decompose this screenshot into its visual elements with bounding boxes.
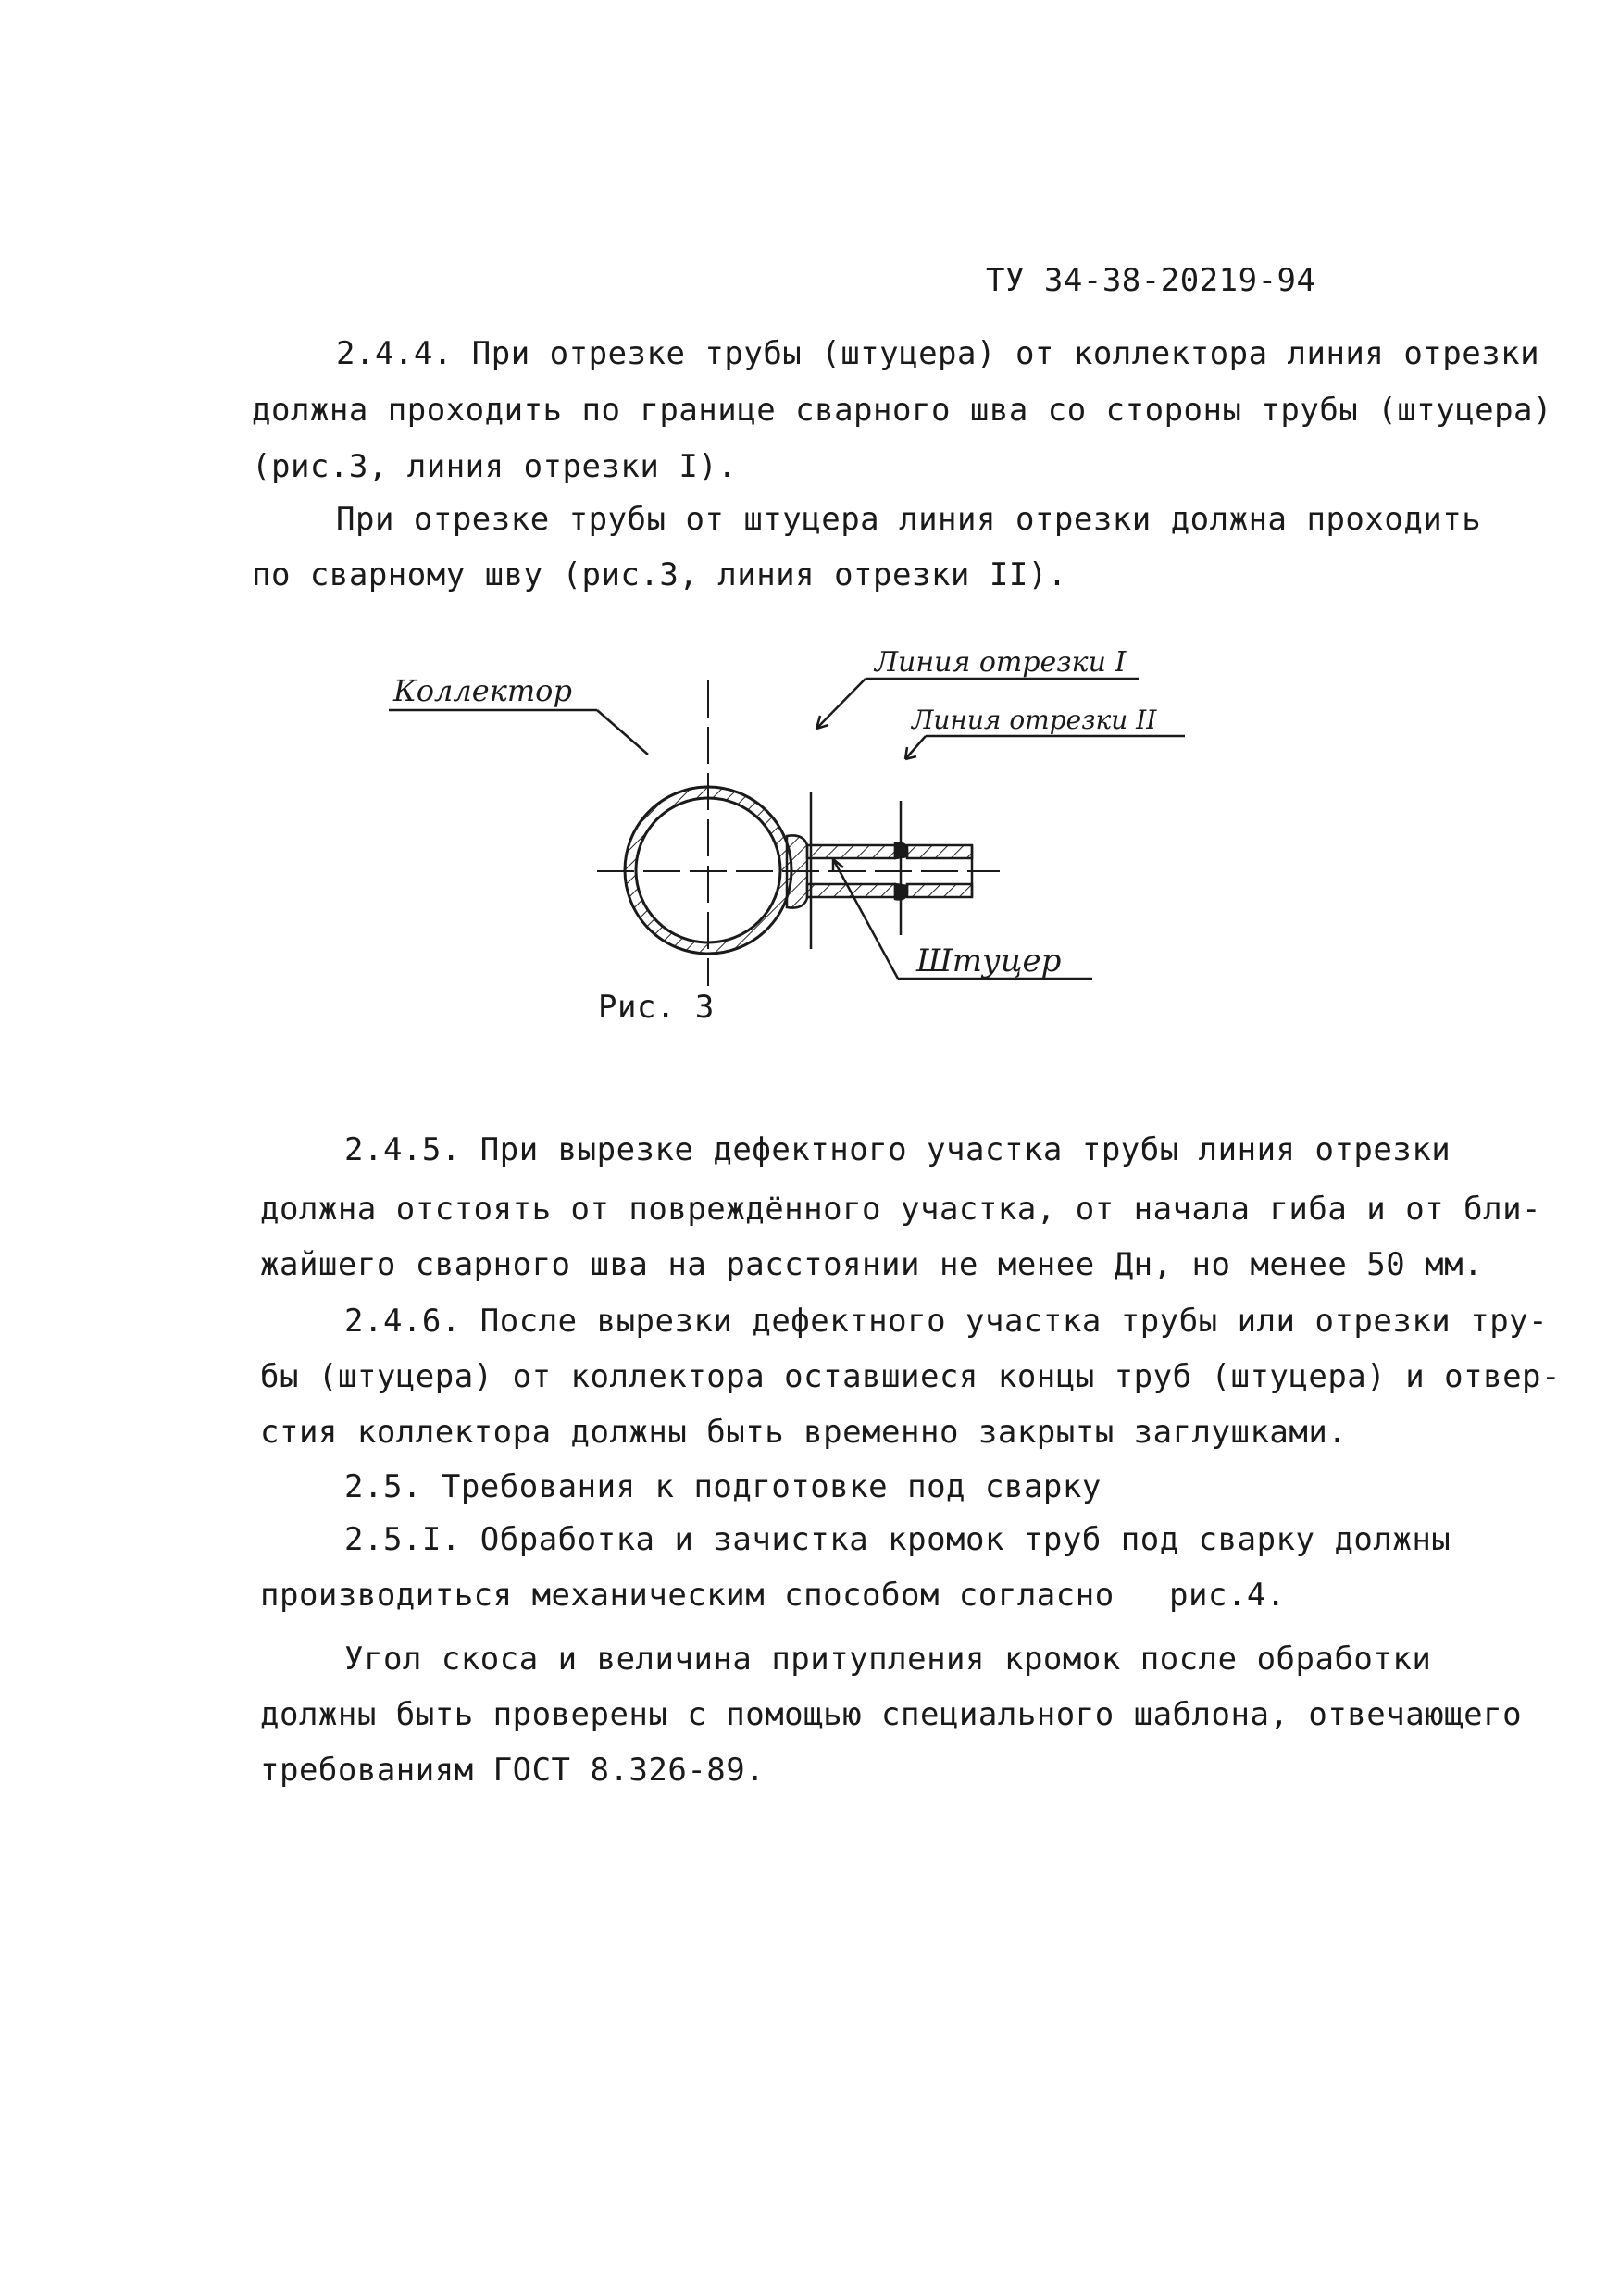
- para-2-5-1b-line-2: должны быть проверены с помощью специального шаблона, отвечающего: [260, 1696, 1523, 1733]
- para-2-5-1b-line-1: Угол скоса и величина притупления кромок после обработки: [344, 1641, 1432, 1678]
- para-2-5-1-line-2: производиться механическим способом согласно: [260, 1577, 1115, 1614]
- para-2-4-4b-line-2: по сварному шву (рис.3, линия отрезки II).: [252, 556, 1067, 593]
- fitting-label: Штуцер: [916, 942, 1062, 980]
- collector-leader: [389, 710, 648, 755]
- para-2-5-1-line-1: 2.5.I. Обработка и зачистка кромок труб под сварку должны: [344, 1521, 1451, 1558]
- cut-line-1-label: Линия отрезки I: [875, 646, 1127, 679]
- cut-line-2-leader: [905, 736, 1185, 759]
- para-2-4-6-line-2: бы (штуцера) от коллектора оставшиеся концы труб (штуцера) и отвер-: [260, 1358, 1561, 1395]
- section-2-5-heading: 2.5. Требования к подготовке под сварку: [344, 1468, 1102, 1505]
- collector-label: Коллектор: [393, 673, 572, 708]
- para-2-4-6-line-1: 2.4.6. После вырезки дефектного участка трубы или отрезки тру-: [344, 1303, 1549, 1340]
- figure-4-reference: рис.4.: [1169, 1577, 1286, 1614]
- para-2-4-4-line-3: (рис.3, линия отрезки I).: [252, 448, 738, 485]
- para-2-4-5-line-2: должна отстоять от повреждённого участка, от начала гиба и от бли-: [260, 1191, 1542, 1228]
- cut-line-2-label: Линия отрезки II: [912, 705, 1157, 735]
- figure-3-diagram: [370, 646, 1157, 1042]
- para-2-4-4-line-1: 2.4.4. При отрезке трубы (штуцера) от коллектора линия отрезки: [336, 335, 1540, 372]
- para-2-4-4-line-2: должна проходить по границе сварного шва со стороны трубы (штуцера): [252, 392, 1552, 429]
- figure-3-caption: Рис. 3: [598, 989, 715, 1026]
- para-2-4-5-line-1: 2.4.5. При вырезке дефектного участка трубы линия отрезки: [344, 1131, 1451, 1168]
- para-2-4-4b-line-1: При отрезке трубы от штуцера линия отрезки должна проходить: [336, 501, 1482, 538]
- para-2-5-1b-line-3: требованиям ГОСТ 8.326-89.: [260, 1752, 766, 1789]
- weld-bead: [787, 835, 807, 907]
- document-code: ТУ 34-38-20219-94: [986, 262, 1316, 299]
- para-2-4-6-line-3: стия коллектора должны быть временно закрыты заглушками.: [260, 1414, 1348, 1451]
- para-2-4-5-line-3: жайшего сварного шва на расстоянии не менее Дн, но менее 50 мм.: [260, 1246, 1484, 1283]
